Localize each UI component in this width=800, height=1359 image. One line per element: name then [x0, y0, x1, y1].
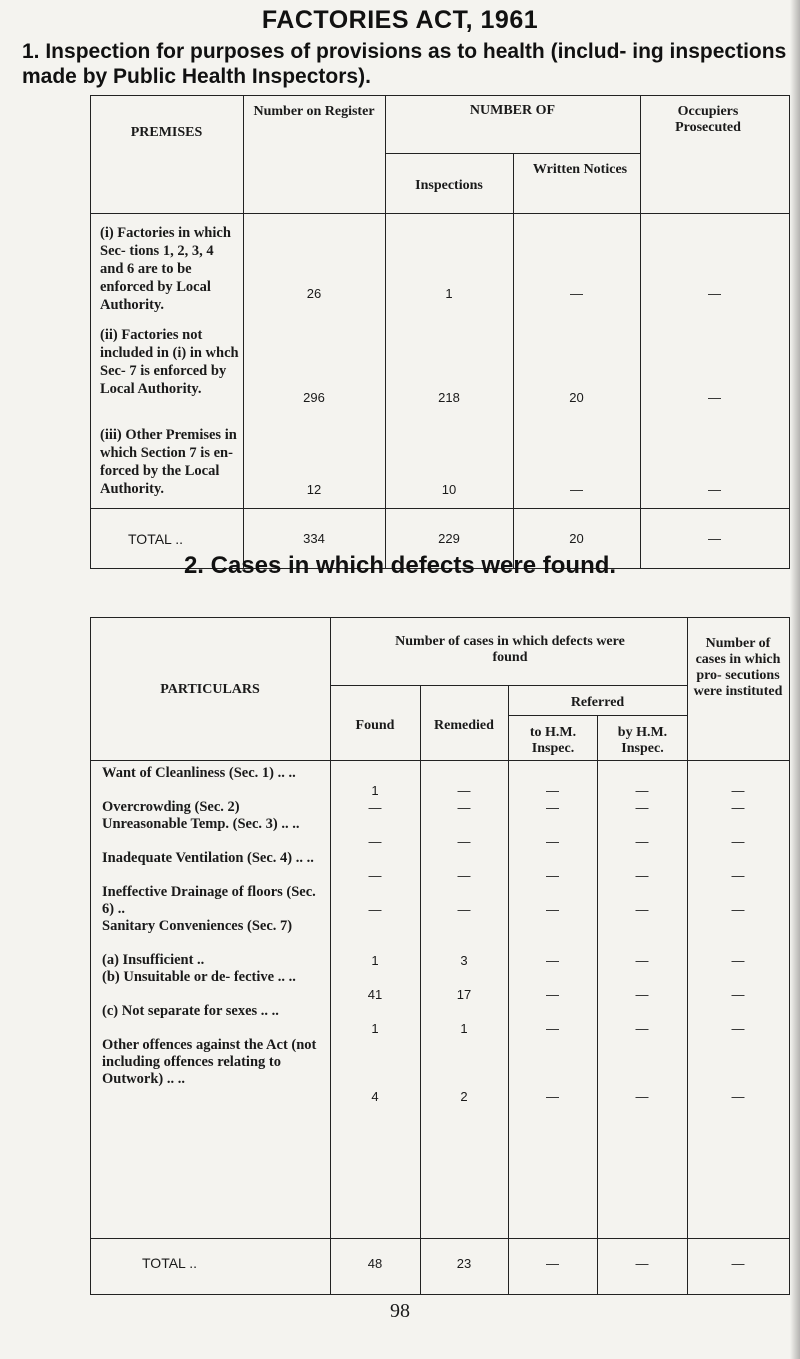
- remedied-value: —: [457, 783, 471, 798]
- total-remedied: 23: [456, 1256, 472, 1271]
- prosecuted-value: —: [708, 286, 721, 301]
- found-value: 1: [371, 1021, 379, 1036]
- premises-row-label: (ii) Factories not included in (i) in whch Sec- 7 is enforced by Local Authority.: [100, 327, 239, 397]
- total-label: TOTAL ..: [142, 1255, 197, 1271]
- particulars-row-label: Sanitary Conveniences (Sec. 7): [102, 918, 293, 934]
- remedied-value: 2: [460, 1089, 468, 1104]
- remedied-value: —: [457, 800, 471, 815]
- remedied-value: —: [457, 902, 471, 917]
- prosecutions-value: —: [731, 800, 745, 815]
- particulars-row-label: Want of Cleanliness (Sec. 1) .. ..: [102, 765, 296, 781]
- table2-total-rule: [90, 1238, 790, 1239]
- table2-top-rule: [90, 617, 790, 618]
- premises-row-label: (iii) Other Premises in which Section 7 is en- forced by the Local Authority.: [100, 427, 237, 497]
- particulars-header: PARTICULARS: [160, 682, 260, 697]
- to-hm-value: —: [546, 1021, 559, 1036]
- by-hm-value: —: [635, 783, 649, 798]
- by-hm-value: —: [635, 1089, 649, 1104]
- to-hm-value: —: [546, 868, 559, 883]
- table2-bottom-rule: [90, 1294, 790, 1295]
- to-hm-value: —: [546, 834, 559, 849]
- section1-title: 1. Inspection for purposes of provisions as to health (includ- ing inspections made by Public Health Inspectors).: [22, 40, 787, 88]
- prosecutions-value: —: [731, 1089, 745, 1104]
- premises-header: PREMISES: [130, 125, 203, 140]
- table1-col-rule: [640, 95, 641, 568]
- table1-left-rule: [90, 95, 91, 568]
- section2-title: 2. Cases in which defects were found.: [183, 552, 617, 579]
- found-value: —: [368, 868, 382, 883]
- particulars-row-label: (b) Unsuitable or de- fective .. ..: [102, 969, 296, 985]
- total-found: 48: [367, 1256, 383, 1271]
- prosecutions-value: —: [731, 1021, 745, 1036]
- cases-found-header: Number of cases in which defects were found: [395, 634, 625, 665]
- table1-col-rule: [243, 95, 244, 568]
- occupiers-prosecuted-header: Occupiers Prosecuted: [675, 104, 741, 135]
- by-hm-value: —: [635, 902, 649, 917]
- inspections-header: Inspections: [415, 178, 483, 193]
- to-hm-value: —: [546, 800, 559, 815]
- found-value: —: [368, 834, 382, 849]
- table2-right-rule: [789, 617, 790, 1294]
- total-register: 334: [303, 531, 325, 546]
- by-hm-value: —: [635, 800, 649, 815]
- total-inspections: 229: [438, 531, 460, 546]
- found-value: —: [368, 902, 382, 917]
- total-to-hm: —: [546, 1256, 559, 1271]
- prosecuted-value: —: [708, 482, 721, 497]
- written-notices-header: Written Notices: [532, 162, 628, 177]
- remedied-value: —: [457, 868, 471, 883]
- to-hm-value: —: [546, 987, 559, 1002]
- register-value: 296: [303, 390, 325, 405]
- table1-header-rule: [90, 213, 790, 214]
- found-value: 41: [367, 987, 383, 1002]
- table1-col-rule: [385, 95, 386, 568]
- inspections-value: 10: [441, 482, 457, 497]
- found-value: 1: [371, 953, 379, 968]
- prosecutions-header: Number of cases in which pro- secutions were instituted: [693, 636, 783, 699]
- register-header: Number on Register: [253, 104, 375, 119]
- remedied-value: 3: [460, 953, 468, 968]
- by-hm-inspec-header: by H.M. Inspec.: [617, 725, 668, 756]
- particulars-row-label: Ineffective Drainage of floors (Sec. 6) ..: [102, 884, 316, 917]
- number-of-header: NUMBER OF: [469, 103, 556, 118]
- total-label: TOTAL ..: [128, 531, 183, 547]
- particulars-row-label: (c) Not separate for sexes .. ..: [102, 1003, 279, 1019]
- inspections-value: 1: [445, 286, 453, 301]
- total-prosecutions: —: [731, 1256, 745, 1271]
- prosecuted-value: —: [708, 390, 721, 405]
- particulars-row-label: Other offences against the Act (not including offences relating to Outwork) .. ..: [102, 1037, 317, 1087]
- to-hm-inspec-header: to H.M. Inspec.: [529, 725, 577, 756]
- found-value: —: [368, 800, 382, 815]
- found-header: Found: [355, 718, 395, 733]
- prosecutions-value: —: [731, 987, 745, 1002]
- table1-total-rule: [90, 508, 790, 509]
- table1-top-rule: [90, 95, 790, 96]
- prosecutions-value: —: [731, 902, 745, 917]
- prosecutions-value: —: [731, 953, 745, 968]
- table2-header-rule: [90, 760, 790, 761]
- prosecutions-value: —: [731, 868, 745, 883]
- prosecutions-value: —: [731, 834, 745, 849]
- remedied-value: 1: [460, 1021, 468, 1036]
- total-notices: 20: [569, 531, 584, 546]
- found-value: 1: [371, 783, 379, 798]
- notices-value: —: [570, 286, 583, 301]
- table1-right-rule: [789, 95, 790, 568]
- register-value: 26: [306, 286, 322, 301]
- inspections-value: 218: [438, 390, 460, 405]
- total-prosecuted: —: [708, 531, 721, 546]
- found-value: 4: [371, 1089, 379, 1104]
- to-hm-value: —: [546, 1089, 559, 1104]
- particulars-row-label: (a) Insufficient ..: [102, 952, 205, 968]
- by-hm-value: —: [635, 834, 649, 849]
- by-hm-value: —: [635, 987, 649, 1002]
- notices-value: 20: [569, 390, 584, 405]
- notices-value: —: [570, 482, 583, 497]
- remedied-header: Remedied: [434, 718, 494, 733]
- by-hm-value: —: [635, 868, 649, 883]
- by-hm-value: —: [635, 1021, 649, 1036]
- register-value: 12: [306, 482, 322, 497]
- page-number: 98: [390, 1300, 410, 1322]
- page-edge-shadow: [790, 0, 800, 1359]
- prosecutions-value: —: [731, 783, 745, 798]
- to-hm-value: —: [546, 783, 559, 798]
- remedied-value: 17: [456, 987, 472, 1002]
- referred-header: Referred: [570, 695, 625, 710]
- remedied-value: —: [457, 834, 471, 849]
- table1-col-rule: [513, 153, 514, 568]
- by-hm-value: —: [635, 953, 649, 968]
- total-by-hm: —: [635, 1256, 649, 1271]
- to-hm-value: —: [546, 953, 559, 968]
- premises-row-label: (i) Factories in which Sec- tions 1, 2, 3, 4 and 6 are to be enforced by Local Authority.: [100, 225, 231, 313]
- particulars-row-label: Overcrowding (Sec. 2): [102, 799, 240, 815]
- act-title: FACTORIES ACT, 1961: [261, 6, 539, 34]
- to-hm-value: —: [546, 902, 559, 917]
- particulars-row-label: Unreasonable Temp. (Sec. 3) .. ..: [102, 816, 300, 832]
- table2-left-rule: [90, 617, 91, 1294]
- particulars-row-label: Inadequate Ventilation (Sec. 4) .. ..: [102, 850, 314, 866]
